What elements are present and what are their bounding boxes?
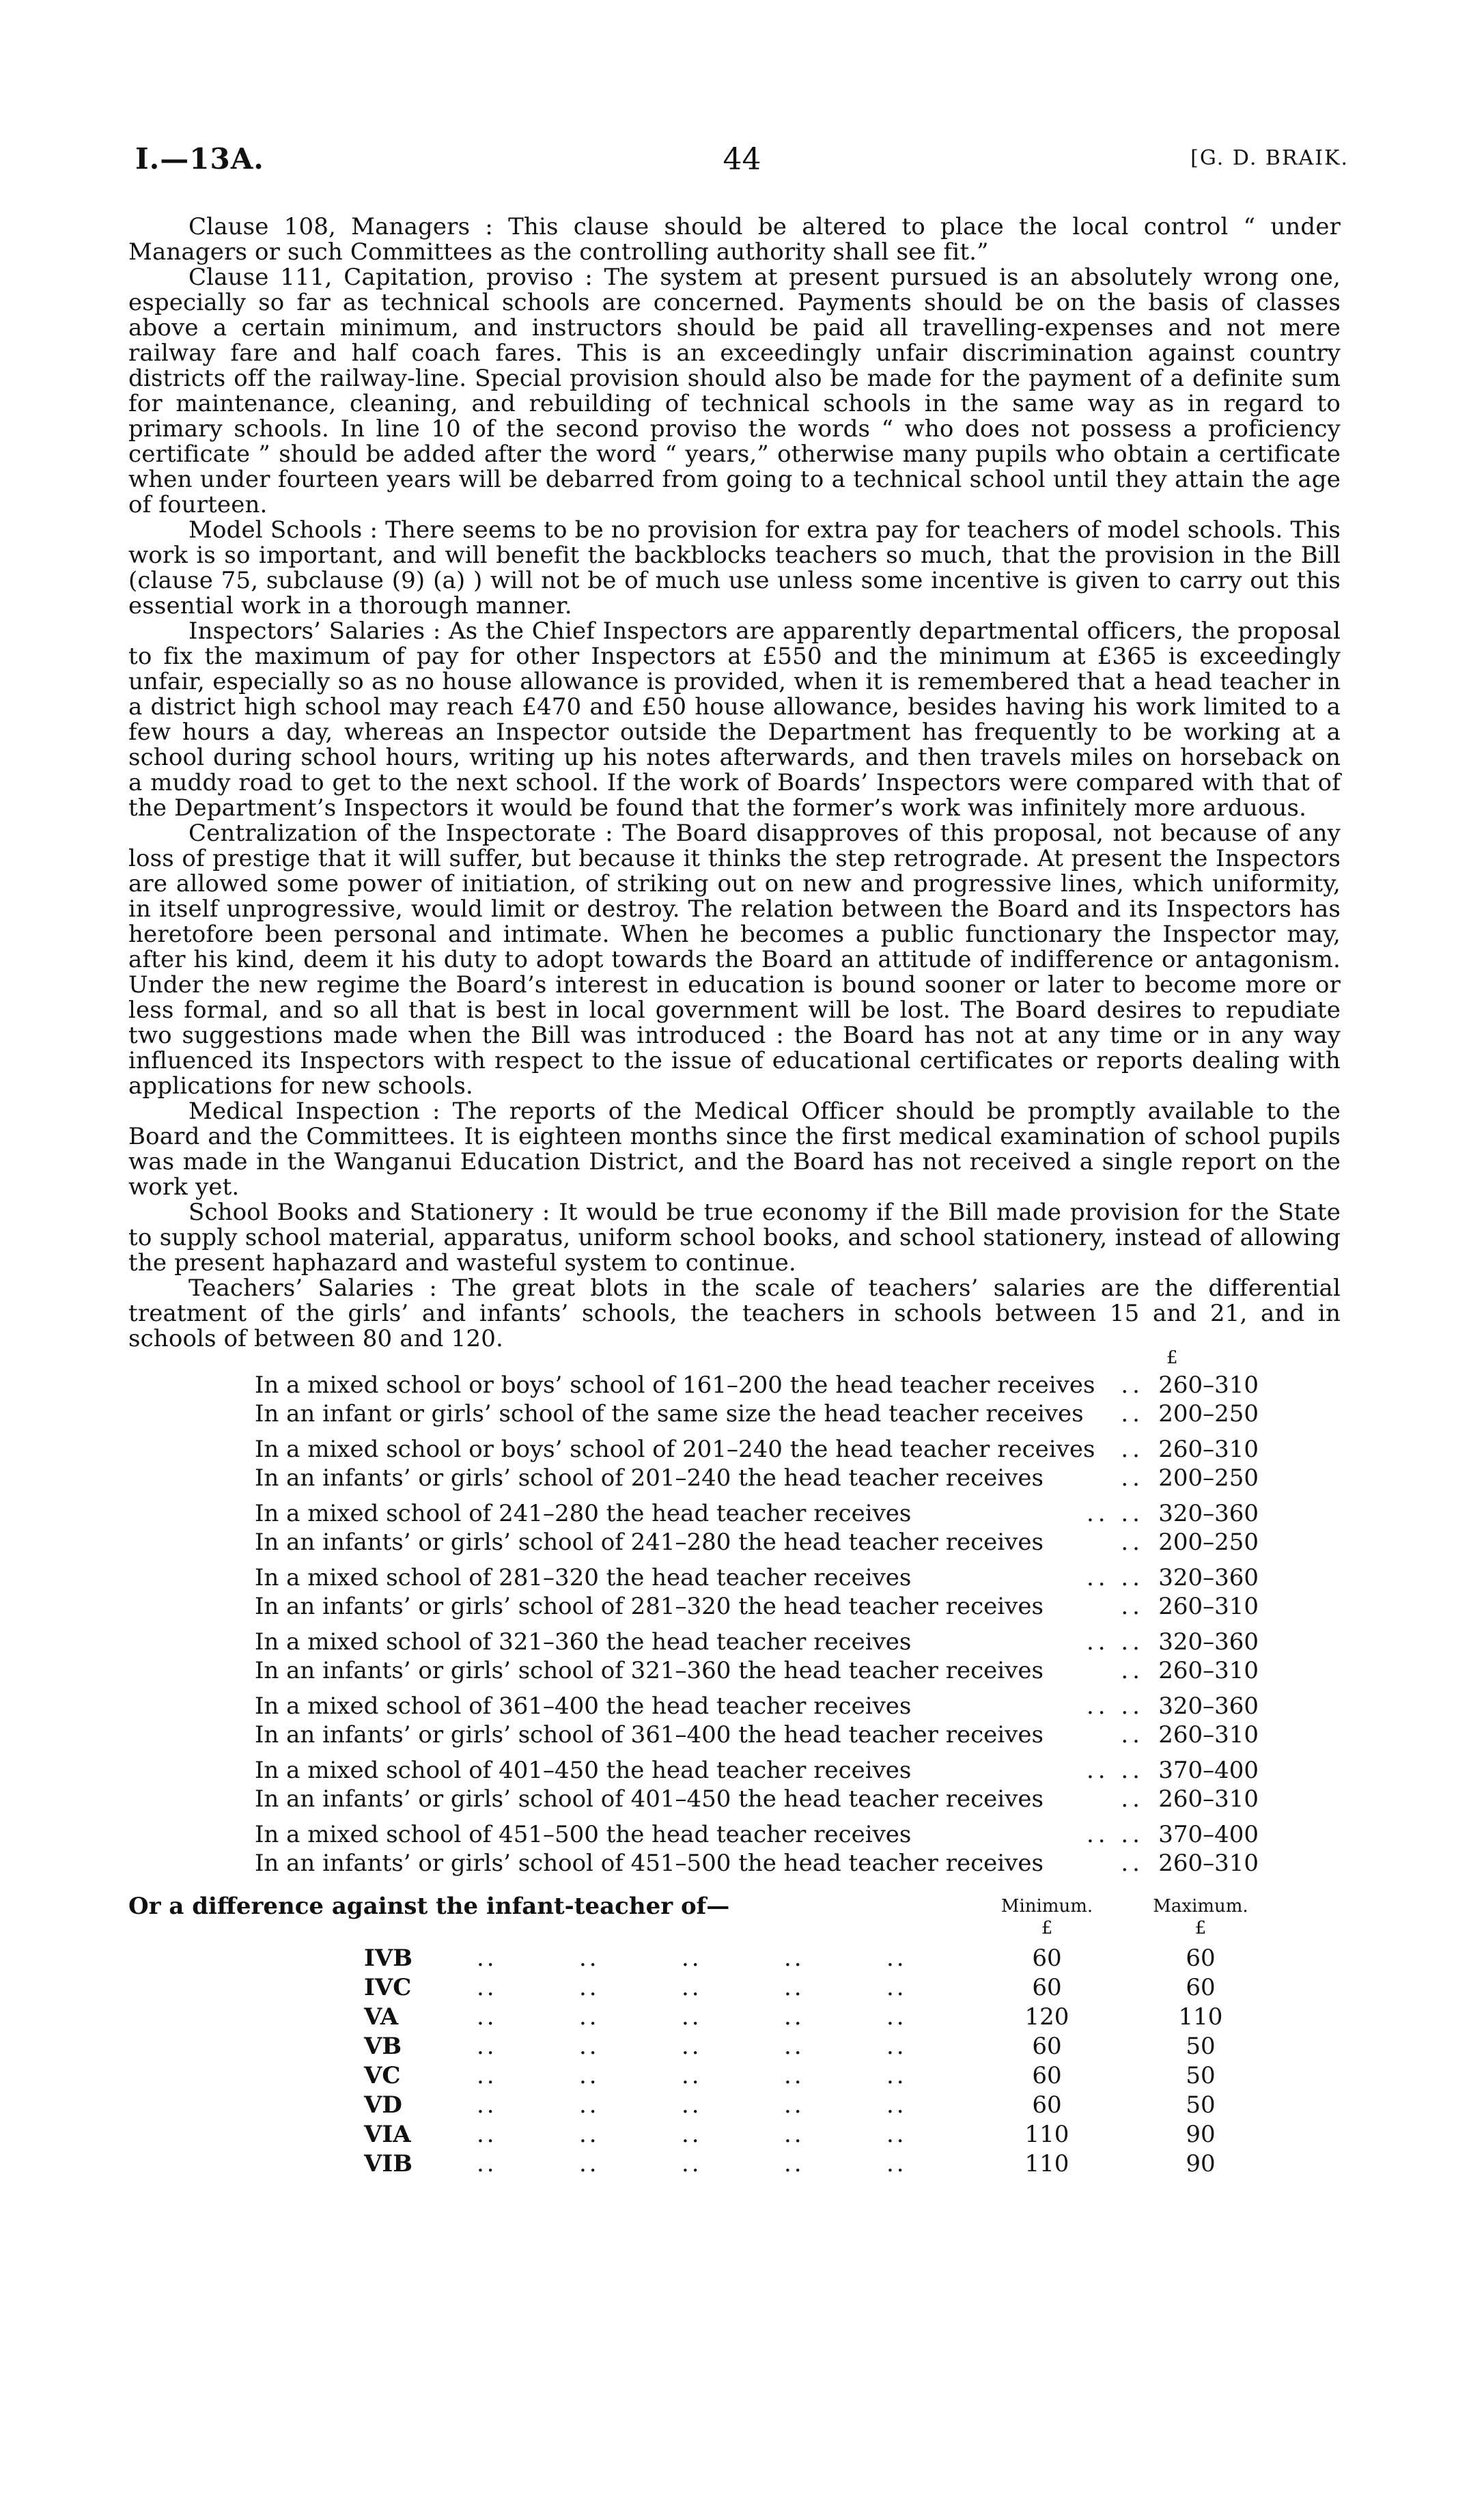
salary-row — [255, 1656, 1259, 1685]
salary-row — [255, 1371, 1259, 1399]
leader-dots: .. .. — [1086, 1693, 1144, 1720]
salary-group — [255, 1499, 1259, 1557]
leader-dot-group: .. — [886, 2150, 907, 2177]
leader-dot-group: .. — [477, 2062, 497, 2089]
leader-dot-group: .. — [886, 2062, 907, 2089]
minimum-value: 60 — [1032, 1974, 1062, 2001]
standard-label: VA — [364, 2003, 399, 2031]
difference-row — [128, 2091, 1341, 2121]
standard-label: VD — [364, 2091, 402, 2119]
salary-row — [255, 1563, 1259, 1592]
leader-dots: .. — [1121, 1593, 1144, 1620]
leader-dot-group: .. — [784, 1974, 804, 2001]
paragraph-clause-111: Clause 111, Capitation, proviso : The system at present pursued is an absolutely wrong one, especially so far as technical schools are concerned. Payments should be on the basis of classes above a certain minimum, and instructors should be paid all travelling-expenses and not mere railway fare and half coach fares. This is an exceedingly unfair discrimination against country districts off the railway-line. Special provision should also be made for the payment of a definite sum for maintenance, cleaning, and rebuilding of technical schools in the same way as in regard to primary schools. In line 10 of the second proviso the words “ who does not possess a proficiency certificate ” should be added after the word “ years,” otherwise many pupils who obtain a certificate when under fourteen years will be debarred from going to a technical school until they attain the age of fourteen. — [128, 264, 1341, 518]
leader-dot-group: .. — [579, 2091, 600, 2119]
salary-amount: 370–400 — [1158, 1821, 1259, 1848]
leader-dot-group: .. — [784, 1945, 804, 1972]
minimum-value: 60 — [1032, 2062, 1062, 2089]
salary-group — [255, 1563, 1259, 1621]
salary-row — [255, 1499, 1259, 1528]
leader-dots: .. — [1121, 1436, 1144, 1463]
salary-row — [255, 1592, 1259, 1621]
difference-row — [128, 2033, 1341, 2062]
leader-dots — [477, 2150, 1071, 2177]
leader-dot-group: .. — [886, 2003, 907, 2031]
minimum-value: 110 — [1024, 2150, 1069, 2177]
leader-dot-group: .. — [682, 1945, 702, 1972]
paragraph-inspectors-salaries: Inspectors’ Salaries : As the Chief Inspectors are apparently departmental officers, the proposal to fix the maximum of pay for other Inspectors at £550 and the minimum at £365 is exceedingly unfair, especially so as no house allowance is provided, when it is remembered that a head teacher in a district high school may reach £470 and £50 house allowance, besides having his work limited to a few hours a day, whereas an Inspector outside the Department has frequently to be working at a school during school hours, writing up his notes afterwards, and then travels miles on horseback on a muddy road to get to the next school. If the work of Boards’ Inspectors were compared with that of the Department’s Inspectors it would be found that the former’s work was infinitely more arduous. — [128, 617, 1341, 822]
author-reference: [G. D. BRAIK. — [1190, 146, 1349, 170]
salary-list — [255, 1371, 1259, 1878]
leader-dots — [477, 2121, 1071, 2148]
maximum-value: 90 — [1186, 2150, 1216, 2177]
leader-dots — [477, 1945, 1071, 1972]
leader-dot-group: .. — [579, 2121, 600, 2148]
salary-group — [255, 1692, 1259, 1749]
salary-amount: 260–310 — [1158, 1371, 1259, 1399]
pound-column-header — [128, 1349, 1341, 1369]
leader-dot-group: .. — [477, 2121, 497, 2148]
leader-dot-group: .. — [784, 2003, 804, 2031]
leader-dots — [477, 2003, 1071, 2031]
running-header — [135, 142, 1349, 183]
leader-dots: .. .. — [1086, 1757, 1144, 1784]
leader-dots: .. .. — [1086, 1500, 1144, 1527]
salary-description: In a mixed school or boys’ school of 161–200 the head teacher receives — [255, 1371, 1095, 1399]
paragraph-clause-108: Clause 108, Managers : This clause should be altered to place the local control “ under Managers or such Committees as the controlling authority shall see fit.” — [128, 213, 1341, 266]
salary-amount: 320–360 — [1158, 1628, 1259, 1656]
minimum-value: 120 — [1024, 2003, 1069, 2031]
leader-dots — [477, 2091, 1071, 2119]
salary-amount: 260–310 — [1158, 1785, 1259, 1813]
minimum-value: 60 — [1032, 2091, 1062, 2119]
leader-dots: .. — [1121, 1371, 1144, 1399]
leader-dots: .. .. — [1086, 1564, 1144, 1591]
standard-label: IVB — [364, 1945, 413, 1972]
difference-row — [128, 2150, 1341, 2179]
leader-dot-group: .. — [477, 2091, 497, 2119]
salary-amount: 260–310 — [1158, 1657, 1259, 1684]
minimum-value: 110 — [1024, 2121, 1069, 2148]
leader-dot-group: .. — [784, 2091, 804, 2119]
difference-table — [128, 1945, 1341, 2179]
salary-description: In an infants’ or girls’ school of 361–400 the head teacher receives — [255, 1721, 1044, 1749]
salary-row — [255, 1692, 1259, 1721]
leader-dot-group: .. — [784, 2062, 804, 2089]
standard-label: VC — [364, 2062, 401, 2089]
paragraph-centralization: Centralization of the Inspectorate : The Board disapproves of this proposal, not because of any loss of prestige that it will suffer, but because it thinks the step retrograde. At present the Inspectors are allowed some power of initiation, of striking out on new and progressive lines, which uniformity, in itself unprogressive, would limit or destroy. The relation between the Board and its Inspectors has heretofore been personal and intimate. When he becomes a public functionary the Inspector may, after his kind, deem it his duty to adopt towards the Board an attitude of indifference or antagonism. Under the new regime the Board’s interest in education is bound sooner or later to become more or less formal, and so all that is best in local government will be lost. The Board desires to repudiate two suggestions made when the Bill was introduced : the Board has not at any time or in any way influenced its Inspectors with respect to the issue of educational certificates or reports dealing with applications for new schools. — [128, 820, 1341, 1100]
leader-dots: .. — [1121, 1721, 1144, 1749]
leader-dots: .. — [1121, 1785, 1144, 1813]
difference-row — [128, 1974, 1341, 2003]
leader-dot-group: .. — [477, 1974, 497, 2001]
leader-dots: .. .. — [1086, 1821, 1144, 1848]
minimum-value: 60 — [1032, 2033, 1062, 2060]
leader-dots: .. — [1121, 1657, 1144, 1684]
column-header-maximum — [1139, 1895, 1262, 1939]
page-number: 44 — [723, 142, 761, 177]
leader-dots: .. — [1121, 1529, 1144, 1556]
column-label-minimum: Minimum. — [1000, 1896, 1093, 1917]
leader-dot-group: .. — [579, 2033, 600, 2060]
leader-dot-group: .. — [886, 2121, 907, 2148]
salary-amount: 200–250 — [1158, 1400, 1259, 1427]
salary-group — [255, 1628, 1259, 1685]
leader-dot-group: .. — [579, 2062, 600, 2089]
salary-amount: 320–360 — [1158, 1500, 1259, 1527]
leader-dots — [477, 1974, 1071, 2001]
salary-description: In a mixed school of 401–450 the head teacher receives — [255, 1757, 912, 1784]
salary-amount: 260–310 — [1158, 1593, 1259, 1620]
paragraph-teachers-salaries: Teachers’ Salaries : The great blots in the scale of teachers’ salaries are the differential treatment of the girls’ and infants’ schools, the teachers in schools between 15 and 21, and in schools of between 80 and 120. — [128, 1275, 1341, 1352]
leader-dot-group: .. — [682, 2121, 702, 2148]
leader-dot-group: .. — [682, 2033, 702, 2060]
pound-sign: £ — [1166, 1348, 1178, 1368]
column-unit-minimum: £ — [1041, 1918, 1053, 1938]
leader-dots — [477, 2062, 1071, 2089]
salary-group — [255, 1435, 1259, 1492]
salary-group — [255, 1756, 1259, 1813]
leader-dot-group: .. — [784, 2033, 804, 2060]
salary-row — [255, 1820, 1259, 1849]
salary-amount: 260–310 — [1158, 1436, 1259, 1463]
salary-description: In an infant or girls’ school of the same size the head teacher receives — [255, 1400, 1084, 1427]
salary-row — [255, 1464, 1259, 1492]
leader-dot-group: .. — [477, 1945, 497, 1972]
salary-row — [255, 1399, 1259, 1428]
maximum-value: 60 — [1186, 1945, 1216, 1972]
maximum-value: 50 — [1186, 2062, 1216, 2089]
salary-amount: 260–310 — [1158, 1721, 1259, 1749]
salary-description: In a mixed school of 281–320 the head teacher receives — [255, 1564, 912, 1591]
salary-description: In an infants’ or girls’ school of 451–500 the head teacher receives — [255, 1850, 1044, 1877]
maximum-value: 60 — [1186, 1974, 1216, 2001]
column-label-maximum: Maximum. — [1153, 1896, 1248, 1917]
salary-row — [255, 1849, 1259, 1878]
salary-group — [255, 1820, 1259, 1878]
column-header-minimum — [985, 1895, 1108, 1939]
paragraph-model-schools: Model Schools : There seems to be no provision for extra pay for teachers of model schools. This work is so important, and will benefit the backblocks teachers so much, that the provision in the Bill (clause 75, subclause (9) (a) ) will not be of much use unless some incentive is given to carry out this essential work in a thorough manner. — [128, 516, 1341, 619]
leader-dot-group: .. — [579, 2003, 600, 2031]
leader-dot-group: .. — [579, 1974, 600, 2001]
maximum-value: 90 — [1186, 2121, 1216, 2148]
leader-dot-group: .. — [886, 1945, 907, 1972]
salary-amount: 370–400 — [1158, 1757, 1259, 1784]
leader-dot-group: .. — [477, 2150, 497, 2177]
salary-description: In an infants’ or girls’ school of 201–240 the head teacher receives — [255, 1464, 1044, 1492]
salary-amount: 200–250 — [1158, 1464, 1259, 1492]
maximum-value: 50 — [1186, 2033, 1216, 2060]
salary-row — [255, 1435, 1259, 1464]
leader-dots: .. — [1121, 1850, 1144, 1877]
salary-amount: 200–250 — [1158, 1529, 1259, 1556]
leader-dot-group: .. — [886, 2033, 907, 2060]
salary-amount: 260–310 — [1158, 1850, 1259, 1877]
difference-row — [128, 2003, 1341, 2033]
maximum-value: 110 — [1178, 2003, 1223, 2031]
leader-dots — [477, 2033, 1071, 2060]
leader-dots: .. — [1121, 1464, 1144, 1492]
salary-row — [255, 1528, 1259, 1557]
leader-dots: .. — [1121, 1400, 1144, 1427]
salary-row — [255, 1628, 1259, 1656]
salary-description: In a mixed school of 321–360 the head teacher receives — [255, 1628, 912, 1656]
leader-dot-group: .. — [682, 2062, 702, 2089]
leader-dot-group: .. — [682, 2150, 702, 2177]
leader-dot-group: .. — [784, 2121, 804, 2148]
salary-row — [255, 1721, 1259, 1749]
salary-description: In an infants’ or girls’ school of 241–280 the head teacher receives — [255, 1529, 1044, 1556]
salary-amount: 320–360 — [1158, 1693, 1259, 1720]
salary-amount: 320–360 — [1158, 1564, 1259, 1591]
standard-label: IVC — [364, 1974, 412, 2001]
leader-dot-group: .. — [682, 1974, 702, 2001]
column-unit-maximum: £ — [1194, 1918, 1207, 1938]
leader-dot-group: .. — [784, 2150, 804, 2177]
leader-dots: .. .. — [1086, 1628, 1144, 1656]
leader-dot-group: .. — [579, 1945, 600, 1972]
leader-dot-group: .. — [477, 2003, 497, 2031]
difference-intro: Or a difference against the infant-teacher of— — [128, 1893, 730, 1920]
salary-row — [255, 1785, 1259, 1813]
paragraph-school-books: School Books and Stationery : It would be true economy if the Bill made provision for the State to supply school material, apparatus, uniform school books, and school stationery, instead of allowing the present haphazard and wasteful system to continue. — [128, 1199, 1341, 1277]
document-reference: I.—13A. — [135, 142, 264, 176]
salary-description: In a mixed school of 361–400 the head teacher receives — [255, 1693, 912, 1720]
paragraph-medical-inspection: Medical Inspection : The reports of the Medical Officer should be promptly available to the Board and the Committees. It is eighteen months since the first medical examination of school pupils was made in the Wanganui Education District, and the Board has not received a single report on the work yet. — [128, 1098, 1341, 1201]
salary-description: In a mixed school of 241–280 the head teacher receives — [255, 1500, 912, 1527]
difference-row — [128, 1945, 1341, 1974]
difference-table-header — [128, 1890, 1341, 1945]
leader-dot-group: .. — [579, 2150, 600, 2177]
salary-description: In a mixed school of 451–500 the head teacher receives — [255, 1821, 912, 1848]
minimum-value: 60 — [1032, 1945, 1062, 1972]
leader-dot-group: .. — [477, 2033, 497, 2060]
salary-row — [255, 1756, 1259, 1785]
leader-dot-group: .. — [682, 2003, 702, 2031]
standard-label: VB — [364, 2033, 402, 2060]
standard-label: VIB — [364, 2150, 413, 2177]
salary-description: In a mixed school or boys’ school of 201–240 the head teacher receives — [255, 1436, 1095, 1463]
leader-dot-group: .. — [886, 2091, 907, 2119]
salary-description: In an infants’ or girls’ school of 281–320 the head teacher receives — [255, 1593, 1044, 1620]
leader-dot-group: .. — [886, 1974, 907, 2001]
document-body — [128, 214, 1341, 2179]
leader-dot-group: .. — [682, 2091, 702, 2119]
salary-description: In an infants’ or girls’ school of 321–360 the head teacher receives — [255, 1657, 1044, 1684]
salary-description: In an infants’ or girls’ school of 401–450 the head teacher receives — [255, 1785, 1044, 1813]
maximum-value: 50 — [1186, 2091, 1216, 2119]
difference-row — [128, 2062, 1341, 2091]
difference-row — [128, 2121, 1341, 2150]
salary-group — [255, 1371, 1259, 1428]
standard-label: VIA — [364, 2121, 411, 2148]
